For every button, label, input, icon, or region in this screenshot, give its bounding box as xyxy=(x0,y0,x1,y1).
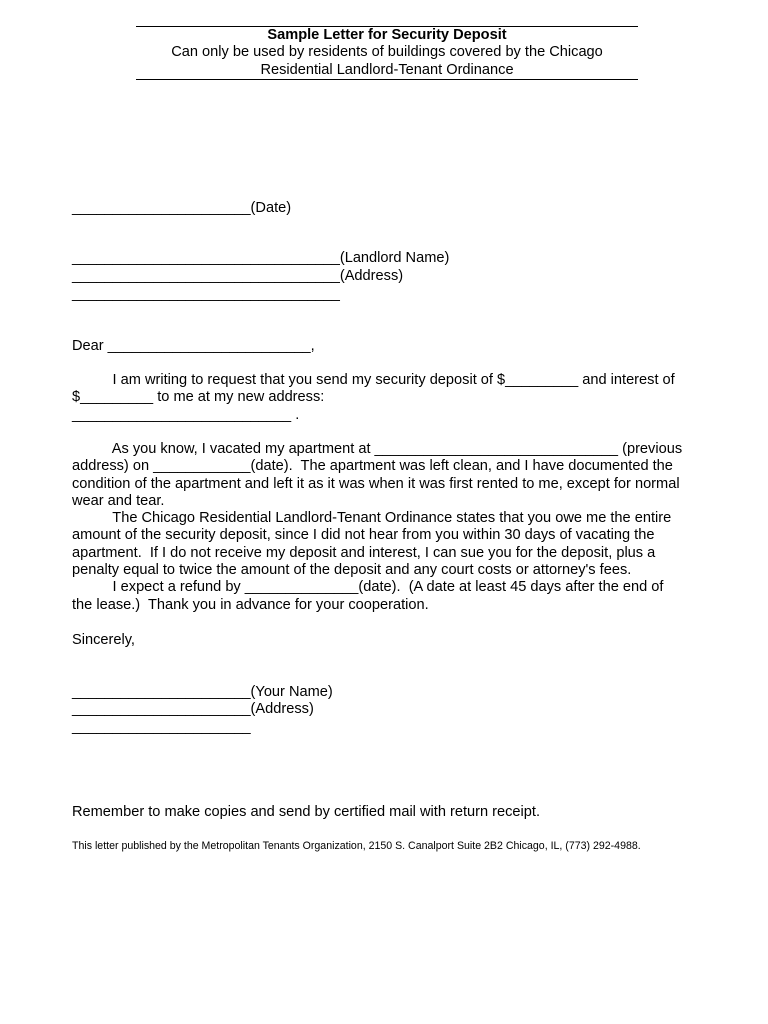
closing: Sincerely, xyxy=(72,632,135,648)
body-p4-line-1: I expect a refund by ______________(date). (A date at least 45 days after the end of xyxy=(72,579,664,595)
letter-subtitle-line-2: Residential Landlord-Tenant Ordinance xyxy=(260,62,514,78)
landlord-address-line: _________________________________(Address) xyxy=(72,268,404,284)
body-p2-line-3: condition of the apartment and left it as it was when it was first rented to me, except for normal xyxy=(72,476,680,492)
body-p2-line-2: address) on ____________(date). The apartment was left clean, and I have documented the xyxy=(72,458,673,474)
body-p3-line-4: penalty equal to twice the amount of the deposit and any court costs or attorney's fees. xyxy=(72,562,632,578)
header-bottom-rule xyxy=(136,79,638,80)
date-line: ______________________(Date) xyxy=(72,200,292,216)
letter-subtitle-line-1: Can only be used by residents of buildings covered by the Chicago xyxy=(171,44,603,60)
body-p1-line-3: ___________________________ . xyxy=(72,407,300,423)
body-p3-line-3: apartment. If I do not receive my deposit and interest, I can sue you for the deposit, plus a xyxy=(72,545,656,561)
signature-address-line-2: ______________________ xyxy=(72,719,251,735)
letter-title: Sample Letter for Security Deposit xyxy=(267,27,507,43)
body-p3-line-2: amount of the security deposit, since I did not hear from you within 30 days of vacating the xyxy=(72,527,655,543)
reminder-note: Remember to make copies and send by certified mail with return receipt. xyxy=(72,804,541,820)
body-p3-line-1: The Chicago Residential Landlord-Tenant Ordinance states that you owe me the entire xyxy=(72,510,672,526)
salutation: Dear _________________________, xyxy=(72,338,315,354)
body-p2-line-1: As you know, I vacated my apartment at ______________________________ (previous xyxy=(72,441,683,457)
signature-address-line: ______________________(Address) xyxy=(72,701,314,717)
body-p1-line-2: $_________ to me at my new address: xyxy=(72,389,325,405)
landlord-address-line-2: _________________________________ xyxy=(72,286,340,302)
body-p1-line-1: I am writing to request that you send my security deposit of $_________ and interest of xyxy=(72,372,675,388)
body-p2-line-4: wear and tear. xyxy=(72,493,165,509)
body-p4-line-2: the lease.) Thank you in advance for your cooperation. xyxy=(72,597,429,613)
landlord-name-line: _________________________________(Landlord Name) xyxy=(72,250,450,266)
publisher-footer: This letter published by the Metropolitan Tenants Organization, 2150 S. Canalport Suite 2B2 Chicago, IL, (773) 292-4988. xyxy=(72,840,641,852)
signature-name-line: ______________________(Your Name) xyxy=(72,684,333,700)
